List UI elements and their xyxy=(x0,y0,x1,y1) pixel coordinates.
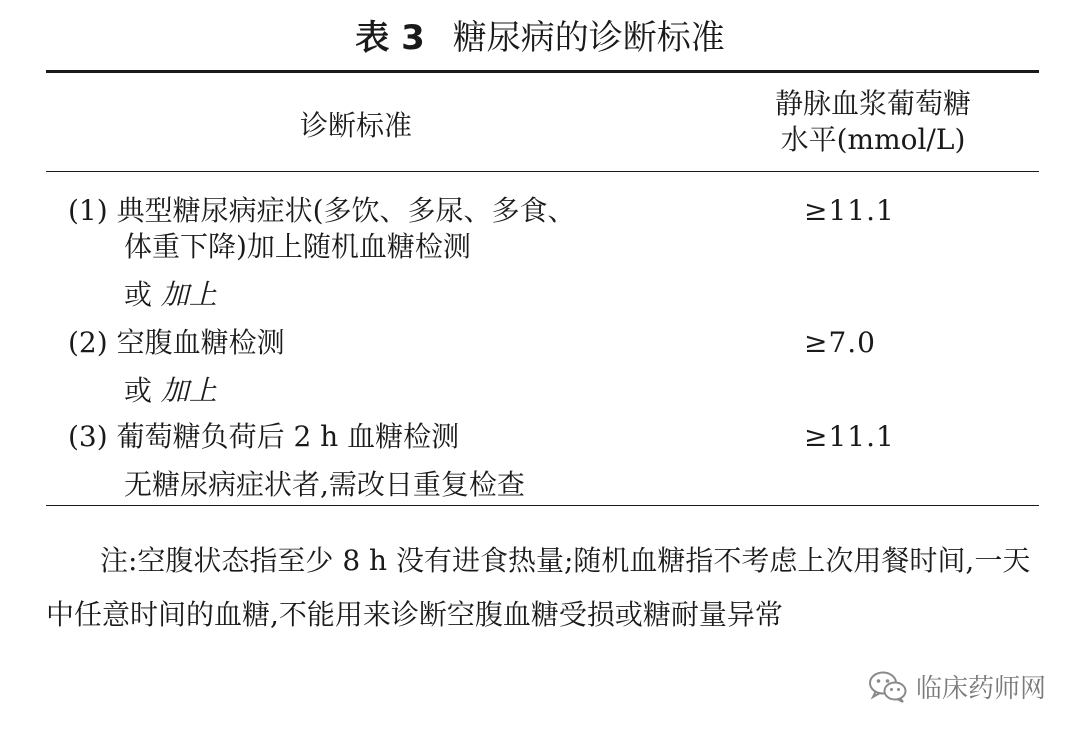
wechat-icon xyxy=(868,670,908,704)
header-level-line2: 水平(mmol/L) xyxy=(780,123,966,156)
connector-emphasis: 加上 xyxy=(160,278,217,311)
watermark-text: 临床药师网 xyxy=(916,674,1047,704)
top-rule xyxy=(46,70,1039,73)
connector-word: 或 xyxy=(124,278,153,311)
table-name: 糖尿病的诊断标准 xyxy=(452,18,725,58)
table-title xyxy=(0,10,1080,59)
criteria-row-3-note: 无糖尿病症状者,需改日重复检查 xyxy=(124,468,525,501)
connector-2 xyxy=(124,368,217,414)
connector-emphasis: 加上 xyxy=(160,374,217,407)
header-level-line1: 静脉血浆葡萄糖 xyxy=(774,87,971,120)
criteria-row-1-line1: (1) 典型糖尿病症状(多饮、多尿、多食、 xyxy=(68,194,576,227)
criteria-value-3: ≥11.1 xyxy=(804,420,895,453)
header-level xyxy=(738,86,1008,158)
criteria-row-1-line2: 体重下降)加上随机血糖检测 xyxy=(124,230,471,263)
header-criteria: 诊断标准 xyxy=(300,109,413,142)
header-rule xyxy=(46,171,1039,172)
table-number: 表 3 xyxy=(355,18,425,58)
connector-1 xyxy=(124,272,217,318)
criteria-value-2: ≥7.0 xyxy=(804,326,876,359)
criteria-row-3: (3) 葡萄糖负荷后 2 h 血糖检测 xyxy=(68,420,460,453)
connector-word: 或 xyxy=(124,374,153,407)
criteria-row-2: (2) 空腹血糖检测 xyxy=(68,326,285,359)
watermark xyxy=(868,668,1046,705)
bottom-rule xyxy=(46,505,1039,506)
table-note: 注:空腹状态指至少 8 h 没有进食热量;随机血糖指不考虑上次用餐时间,一天中任意时间的血糖,不能用来诊断空腹血糖受损或糖耐量异常 xyxy=(46,544,1031,631)
criteria-value-1: ≥11.1 xyxy=(804,194,895,227)
